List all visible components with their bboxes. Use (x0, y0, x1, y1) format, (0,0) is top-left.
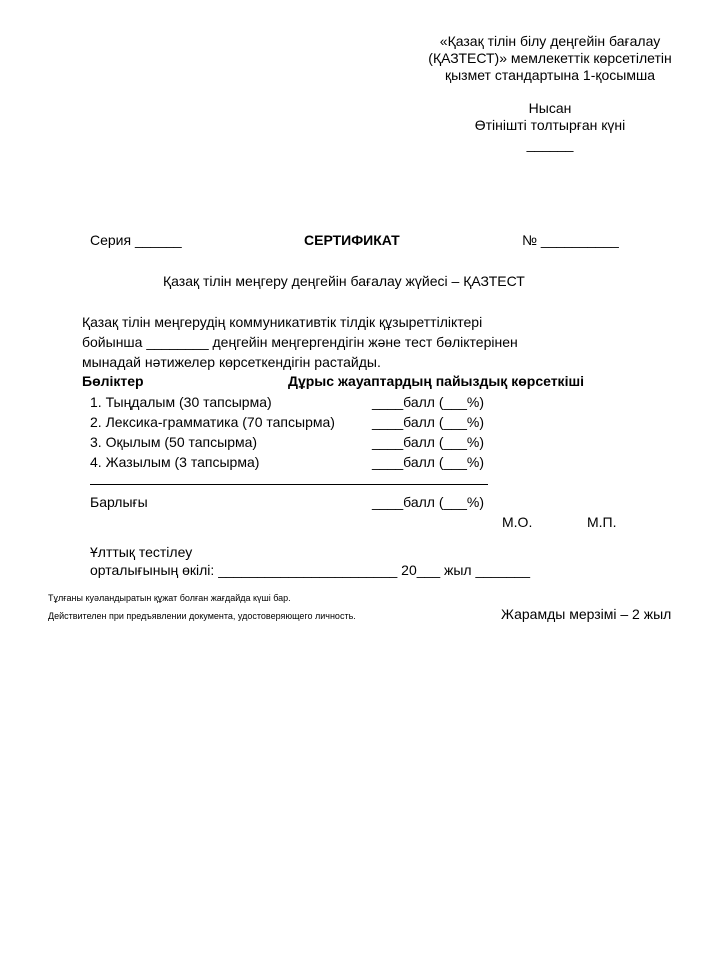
part-label: 1. Тыңдалым (30 тапсырма) (90, 394, 272, 410)
signature-line: орталығының өкілі: _______________________ 20___ жыл _______ (90, 562, 530, 578)
part-label: 3. Оқылым (50 тапсырма) (90, 434, 258, 450)
certificate-title: СЕРТИФИКАТ (304, 232, 400, 248)
signature-line: Ұлттық тестілеу (90, 544, 193, 560)
part-score: ____балл (___%) (372, 394, 484, 410)
footer-kz: Тұлғаны куәландыратын құжат болған жағдайда күші бар. (48, 593, 291, 603)
form-label: Нысан (528, 100, 572, 116)
subtitle: Қазақ тілін меңгеру деңгейін бағалау жүйесі – ҚАЗТЕСТ (163, 273, 525, 289)
validity: Жарамды мерзімі – 2 жыл (501, 606, 672, 622)
number-field: № __________ (522, 232, 619, 248)
percent-header: Дұрыс жауаптардың пайыздық көрсеткіші (288, 373, 585, 389)
annex-line: (ҚАЗТЕСТ)» мемлекеттік көрсетілетін (428, 50, 672, 66)
form-block (400, 100, 700, 153)
parts-header: Бөліктер (82, 373, 144, 389)
body-line: мынадай нәтижелер көрсеткендігін растайды. (82, 354, 381, 370)
part-label: 2. Лексика-грамматика (70 тапсырма) (90, 414, 335, 430)
form-date-blank: ______ (526, 136, 574, 152)
total-label: Барлығы (90, 494, 148, 510)
annex-line: қызмет стандартына 1-қосымша (444, 67, 655, 83)
part-score: ____балл (___%) (372, 434, 484, 450)
annex-note (400, 33, 700, 84)
divider (90, 484, 488, 485)
total-score: ____балл (___%) (372, 494, 484, 510)
annex-line: «Қазақ тілін білу деңгейін бағалау (439, 33, 661, 49)
stamp-mp: М.П. (587, 514, 617, 530)
footer-ru: Действителен при предъявлении документа, удостоверяющего личность. (48, 611, 356, 621)
part-label: 4. Жазылым (3 тапсырма) (90, 454, 260, 470)
series-field: Серия ______ (90, 232, 182, 248)
body-line: Қазақ тілін меңгерудің коммуникативтік тілдік құзыреттіліктері (82, 314, 483, 330)
body-line: бойынша ________ деңгейін меңгергендігін және тест бөліктерінен (82, 334, 518, 350)
form-date-label: Өтінішті толтырған күні (474, 117, 626, 133)
stamp-mo: М.О. (502, 514, 533, 530)
part-score: ____балл (___%) (372, 454, 484, 470)
part-score: ____балл (___%) (372, 414, 484, 430)
